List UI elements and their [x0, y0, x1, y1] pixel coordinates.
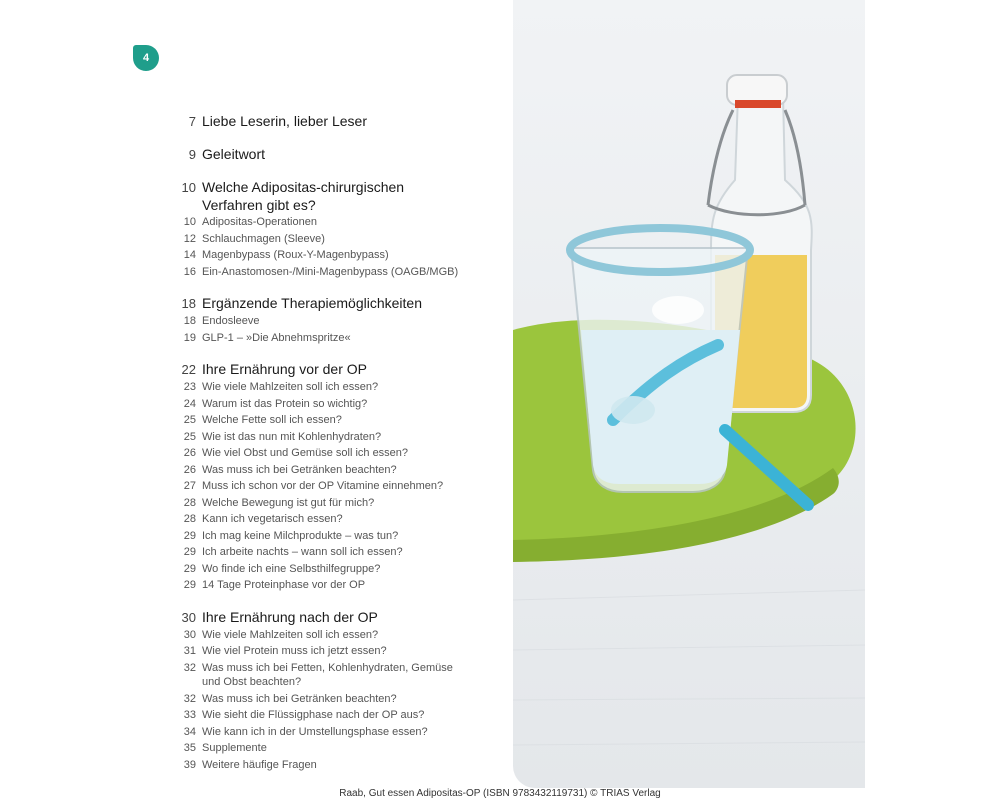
toc-sub-title: Magenbypass (Roux-Y-Magenbypass)	[202, 249, 389, 261]
toc-main-entry[interactable]	[170, 294, 490, 313]
toc-page-number: 19	[183, 331, 196, 344]
toc-page-number: 29	[183, 529, 196, 542]
page-number-badge: 4	[133, 45, 159, 71]
toc-page-number: 34	[183, 725, 196, 738]
footer-copyright: Raab, Gut essen Adipositas-OP (ISBN 9783432119731) © TRIAS Verlag	[339, 788, 661, 799]
toc-sub-title: Wie viel Obst und Gemüse soll ich essen?	[202, 447, 409, 459]
toc-main-title: Liebe Leserin, lieber Leser	[202, 113, 367, 129]
toc-sub-entry[interactable]	[170, 412, 490, 429]
toc-sub-title: 14 Tage Proteinphase vor der OP	[202, 579, 366, 591]
toc-main-entry[interactable]	[170, 178, 490, 214]
toc-sub-title: Adipositas-Operationen	[202, 216, 317, 228]
toc-sub-title: Weitere häufige Fragen	[202, 758, 317, 771]
toc-page-number: 10	[181, 180, 196, 195]
toc-page-number: 32	[183, 692, 196, 705]
toc-section	[170, 145, 490, 164]
toc-sub-title: Welche Bewegung ist gut für mich?	[202, 496, 375, 509]
illustration	[513, 0, 865, 788]
toc-page-number: 31	[183, 645, 196, 657]
toc-page-number: 29	[183, 546, 196, 558]
table-of-contents	[170, 112, 490, 787]
toc-page-number: 24	[183, 397, 196, 410]
toc-sub-entry[interactable]	[170, 511, 490, 528]
toc-sub-entry[interactable]	[170, 627, 490, 644]
toc-page-number: 18	[183, 315, 196, 327]
toc-page-number: 35	[183, 742, 196, 754]
toc-sub-entry[interactable]	[170, 495, 490, 512]
toc-main-entry[interactable]	[170, 360, 490, 379]
toc-sub-entry[interactable]	[170, 478, 490, 495]
toc-main-title: Geleitwort	[202, 146, 266, 162]
toc-section	[170, 112, 490, 131]
toc-sub-entry[interactable]	[170, 544, 490, 561]
toc-page-number: 14	[183, 249, 196, 261]
toc-sub-title: Ich arbeite nachts – wann soll ich essen?	[202, 546, 403, 558]
toc-sub-title: Muss ich schon vor der OP Vitamine einnehmen?	[202, 480, 444, 492]
toc-page-number: 39	[183, 758, 196, 771]
toc-page-number: 25	[183, 414, 196, 426]
toc-sub-title: Ich mag keine Milchprodukte – was tun?	[202, 529, 399, 542]
toc-sub-entry[interactable]	[170, 724, 490, 741]
toc-page-number: 10	[183, 216, 196, 228]
toc-page-number: 18	[181, 296, 196, 311]
toc-page-number: 9	[188, 147, 196, 162]
toc-page-number: 28	[183, 496, 196, 509]
toc-page-number: 23	[183, 381, 196, 393]
toc-sub-title: Welche Fette soll ich essen?	[202, 414, 342, 426]
toc-sub-entry[interactable]	[170, 313, 490, 330]
toc-main-title: Ihre Ernährung vor der OP	[202, 361, 367, 377]
toc-sub-entry[interactable]	[170, 577, 490, 594]
toc-page-number: 33	[183, 709, 196, 721]
toc-sub-entry[interactable]	[170, 528, 490, 545]
toc-sub-title: Wo finde ich eine Selbsthilfegruppe?	[202, 562, 381, 575]
toc-page-number: 30	[183, 628, 196, 641]
toc-main-title: Ihre Ernährung nach der OP	[202, 608, 378, 625]
toc-page-number: 12	[183, 232, 196, 245]
toc-sub-title: Schlauchmagen (Sleeve)	[202, 232, 325, 245]
toc-sub-entry[interactable]	[170, 214, 490, 231]
toc-sub-title: Wie kann ich in der Umstellungsphase essen?	[202, 725, 428, 738]
toc-sub-entry[interactable]	[170, 231, 490, 248]
toc-section	[170, 294, 490, 346]
toc-page-number: 29	[183, 579, 196, 591]
toc-sub-title: Was muss ich bei Fetten, Kohlenhydraten, Gemüse und Obst beachten?	[202, 661, 453, 688]
toc-sub-entry[interactable]	[170, 643, 490, 660]
toc-page-number: 29	[183, 562, 196, 575]
toc-sub-entry[interactable]	[170, 264, 490, 281]
toc-page-number: 22	[181, 362, 196, 377]
toc-sub-title: Was muss ich bei Getränken beachten?	[202, 463, 397, 476]
toc-sub-entry[interactable]	[170, 561, 490, 578]
toc-sub-entry[interactable]	[170, 462, 490, 479]
toc-page-number: 26	[183, 447, 196, 459]
toc-sub-entry[interactable]	[170, 429, 490, 446]
toc-sub-entry[interactable]	[170, 445, 490, 462]
toc-main-entry[interactable]	[170, 608, 490, 627]
toc-sub-title: Warum ist das Protein so wichtig?	[202, 397, 368, 410]
photo-glass-and-bottle	[513, 0, 865, 788]
toc-page-number: 16	[183, 265, 196, 278]
toc-sub-entry[interactable]	[170, 707, 490, 724]
toc-page-number: 28	[183, 513, 196, 525]
toc-sub-title: Wie sieht die Flüssigphase nach der OP aus?	[202, 709, 425, 721]
toc-sub-title: Wie ist das nun mit Kohlenhydraten?	[202, 430, 382, 443]
toc-section	[170, 360, 490, 594]
water-glass	[570, 228, 750, 492]
toc-sub-title: Ein-Anastomosen-/Mini-Magenbypass (OAGB/MGB)	[202, 265, 459, 278]
toc-page-number: 27	[183, 480, 196, 492]
toc-sub-title: Wie viel Protein muss ich jetzt essen?	[202, 645, 387, 657]
toc-sub-title: Was muss ich bei Getränken beachten?	[202, 692, 397, 705]
toc-main-title: Ergänzende Therapiemöglichkeiten	[202, 295, 422, 311]
toc-sub-entry[interactable]	[170, 247, 490, 264]
toc-sub-title: Supplemente	[202, 742, 267, 754]
toc-main-entry[interactable]	[170, 112, 490, 131]
toc-sub-entry[interactable]	[170, 740, 490, 757]
toc-section	[170, 608, 490, 774]
toc-sub-title: Wie viele Mahlzeiten soll ich essen?	[202, 628, 379, 641]
toc-page-number: 7	[188, 114, 196, 129]
toc-sub-entry[interactable]	[170, 379, 490, 396]
toc-sub-entry[interactable]	[170, 660, 490, 691]
toc-sub-entry[interactable]	[170, 757, 490, 774]
toc-sub-entry[interactable]	[170, 691, 490, 708]
toc-sub-entry[interactable]	[170, 396, 490, 413]
toc-sub-title: GLP-1 – »Die Abnehmspritze«	[202, 331, 351, 344]
toc-section	[170, 178, 490, 280]
toc-main-title: Welche Adipositas-chirurgischen Verfahren gibt es?	[202, 179, 405, 213]
toc-page-number: 25	[183, 430, 196, 443]
toc-sub-entry[interactable]	[170, 330, 490, 347]
toc-sub-title: Wie viele Mahlzeiten soll ich essen?	[202, 381, 379, 393]
toc-page-number: 26	[183, 463, 196, 476]
toc-main-entry[interactable]	[170, 145, 490, 164]
toc-sub-title: Kann ich vegetarisch essen?	[202, 513, 343, 525]
toc-page-number: 30	[181, 609, 196, 625]
toc-sub-title: Endosleeve	[202, 315, 260, 327]
toc-page-number: 32	[183, 661, 196, 674]
